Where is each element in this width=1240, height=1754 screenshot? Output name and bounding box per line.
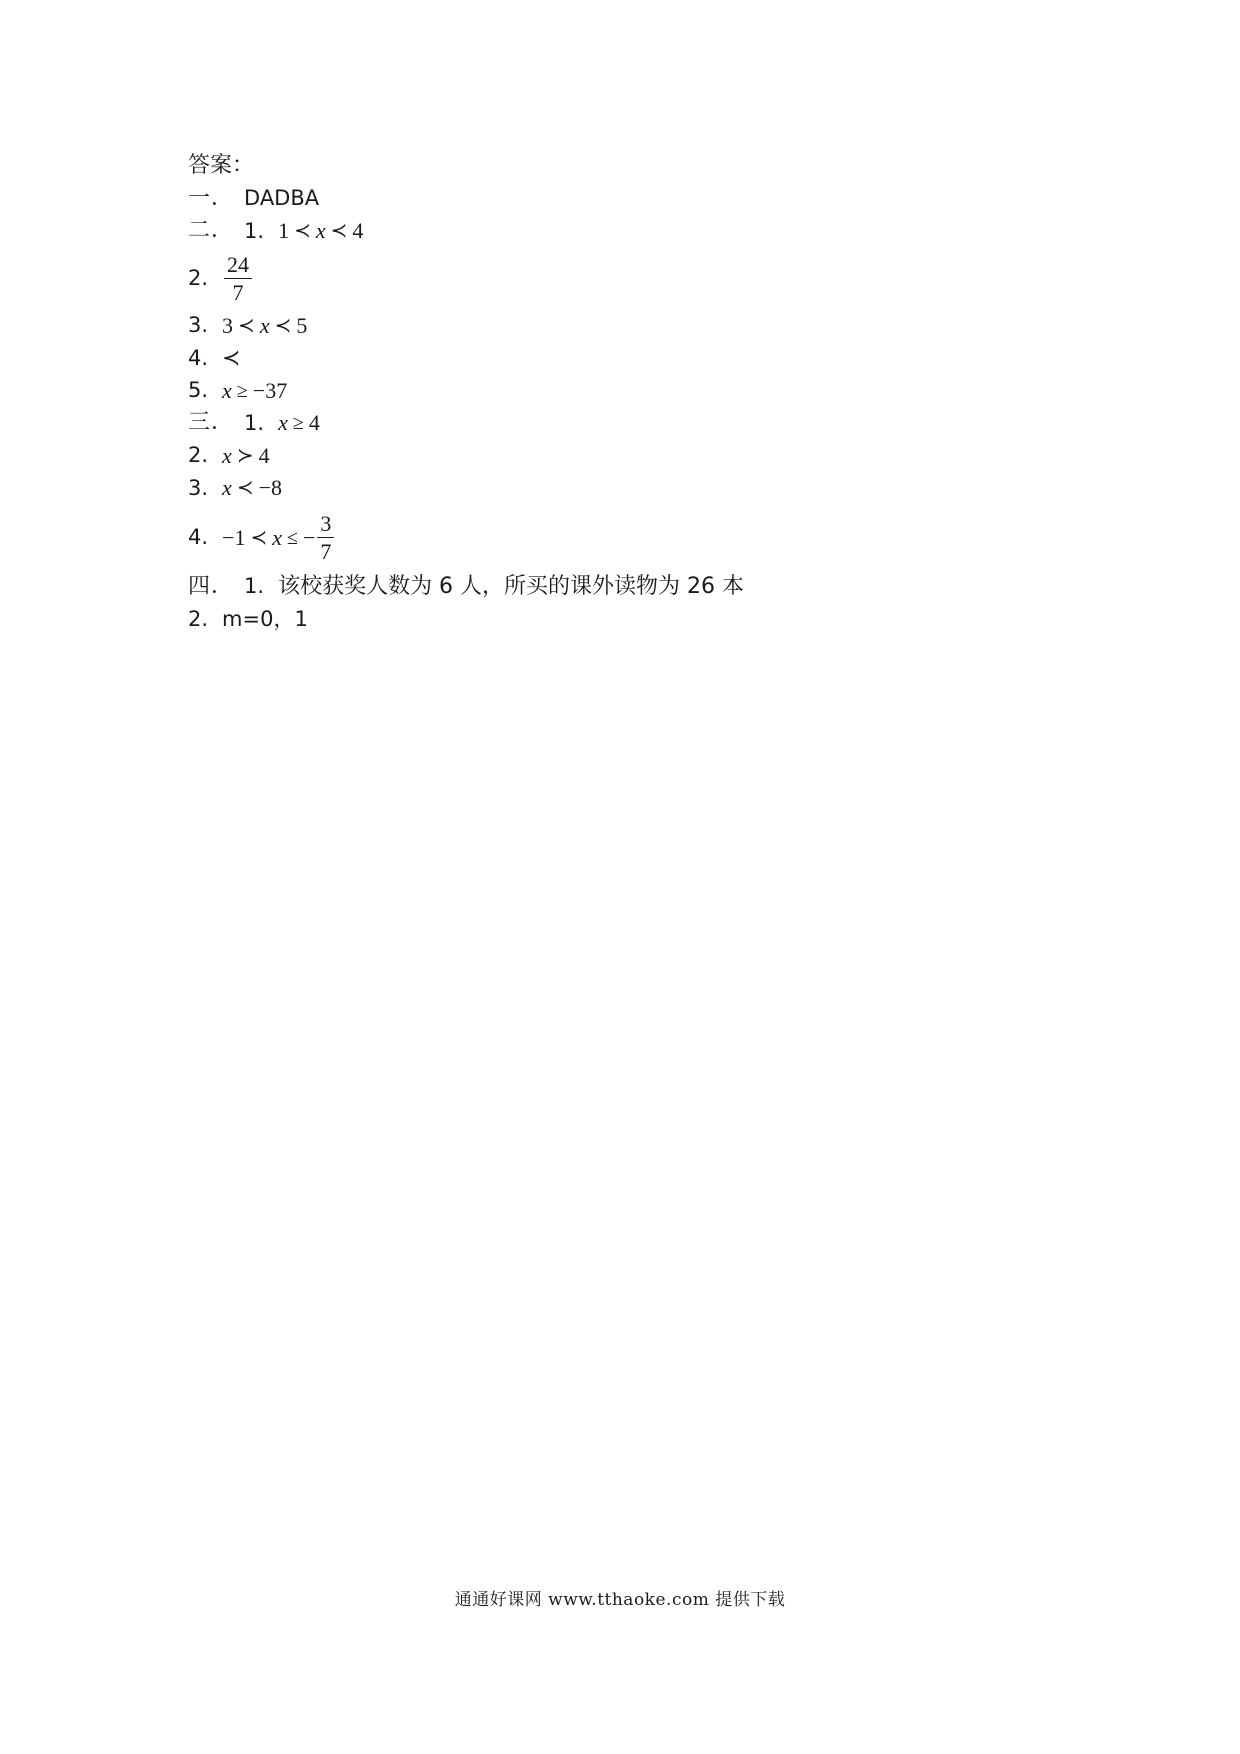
item-number: 4. [188, 525, 209, 549]
math-right: 4 [352, 218, 364, 244]
inequality [222, 312, 308, 338]
math-variable: x [222, 442, 232, 468]
item-number: 2. [188, 443, 209, 468]
fraction-denominator: 7 [320, 539, 332, 564]
math-right: −8 [258, 475, 282, 501]
section-3-prefix: 三． [188, 410, 235, 436]
section-4-item-1 [188, 571, 1088, 604]
item-number: 3. [188, 313, 209, 338]
inequality [222, 512, 336, 563]
math-operator: ≺ [250, 526, 268, 549]
answer-heading-row [188, 150, 1088, 183]
value-answer: m=0，1 [222, 606, 308, 631]
section-2-item-3 [188, 310, 1088, 343]
math-operator: ≺ [330, 220, 348, 243]
inequality [222, 377, 288, 403]
inequality [222, 442, 270, 468]
math-operator: ≺ [294, 220, 311, 243]
section-3-item-3 [188, 472, 1088, 505]
section-2-prefix: 二． [188, 218, 235, 244]
item-number: 1. [244, 218, 265, 243]
page-footer: 通通好课网 www.tthaoke.com 提供下载 [454, 1590, 786, 1610]
math-variable: x [259, 312, 270, 338]
math-operator: ≻ [236, 444, 254, 467]
math-left: −1 [222, 524, 246, 550]
item-number: 2. [188, 266, 209, 290]
math-operator: ≺ [222, 345, 241, 371]
math-operator: ≥ [292, 412, 304, 435]
math-operator: ≺ [236, 477, 254, 500]
word-problem-answer: 该校获奖人数为 6 人，所买的课外读物为 26 本 [278, 573, 745, 599]
item-number: 5. [188, 378, 209, 403]
fraction-numerator: 24 [224, 253, 252, 279]
symbol-answer [222, 347, 240, 369]
inequality [278, 412, 320, 434]
math-operator: ≤ [287, 526, 298, 549]
section-3-item-2 [188, 440, 1088, 473]
fraction-numerator: 3 [317, 512, 334, 538]
math-operator: ≺ [274, 314, 292, 337]
math-variable: x [278, 410, 288, 436]
inequality [222, 477, 282, 499]
math-variable: x [222, 377, 232, 403]
item-number: 1. [244, 574, 265, 599]
fraction-answer [222, 253, 254, 304]
section-4-prefix: 四． [188, 573, 235, 599]
math-right: 4 [258, 442, 270, 468]
math-sign: − [302, 524, 316, 550]
fraction [317, 512, 334, 563]
section-1-prefix: 一． [188, 185, 235, 211]
math-right: −37 [252, 377, 288, 403]
math-operator: ≺ [238, 314, 255, 337]
fraction [224, 253, 252, 304]
fraction-denominator: 7 [232, 280, 244, 305]
math-operator: ≥ [236, 379, 248, 402]
math-right: 5 [296, 312, 308, 338]
item-number: 2. [188, 606, 209, 631]
math-left: 3 [222, 312, 234, 338]
section-1-row [188, 183, 1088, 216]
section-2-item-1 [188, 215, 1088, 248]
item-number: 3. [188, 475, 209, 500]
math-variable: x [272, 524, 282, 550]
math-right: 4 [308, 410, 320, 436]
math-variable: x [315, 218, 326, 244]
section-1-answer: DADBA [244, 186, 320, 211]
section-4-item-2 [188, 603, 1088, 636]
section-3-item-1 [188, 407, 1088, 440]
math-left: 1 [278, 218, 290, 244]
inequality [278, 220, 363, 242]
section-2-item-5 [188, 375, 1088, 408]
section-2-item-4 [188, 342, 1088, 375]
answer-heading: 答案： [188, 153, 255, 179]
section-3-item-4 [188, 505, 1088, 571]
math-variable: x [222, 475, 232, 501]
section-2-item-2 [188, 248, 1088, 310]
item-number: 4. [188, 345, 209, 370]
item-number: 1. [244, 410, 265, 435]
answer-list [188, 150, 1088, 636]
